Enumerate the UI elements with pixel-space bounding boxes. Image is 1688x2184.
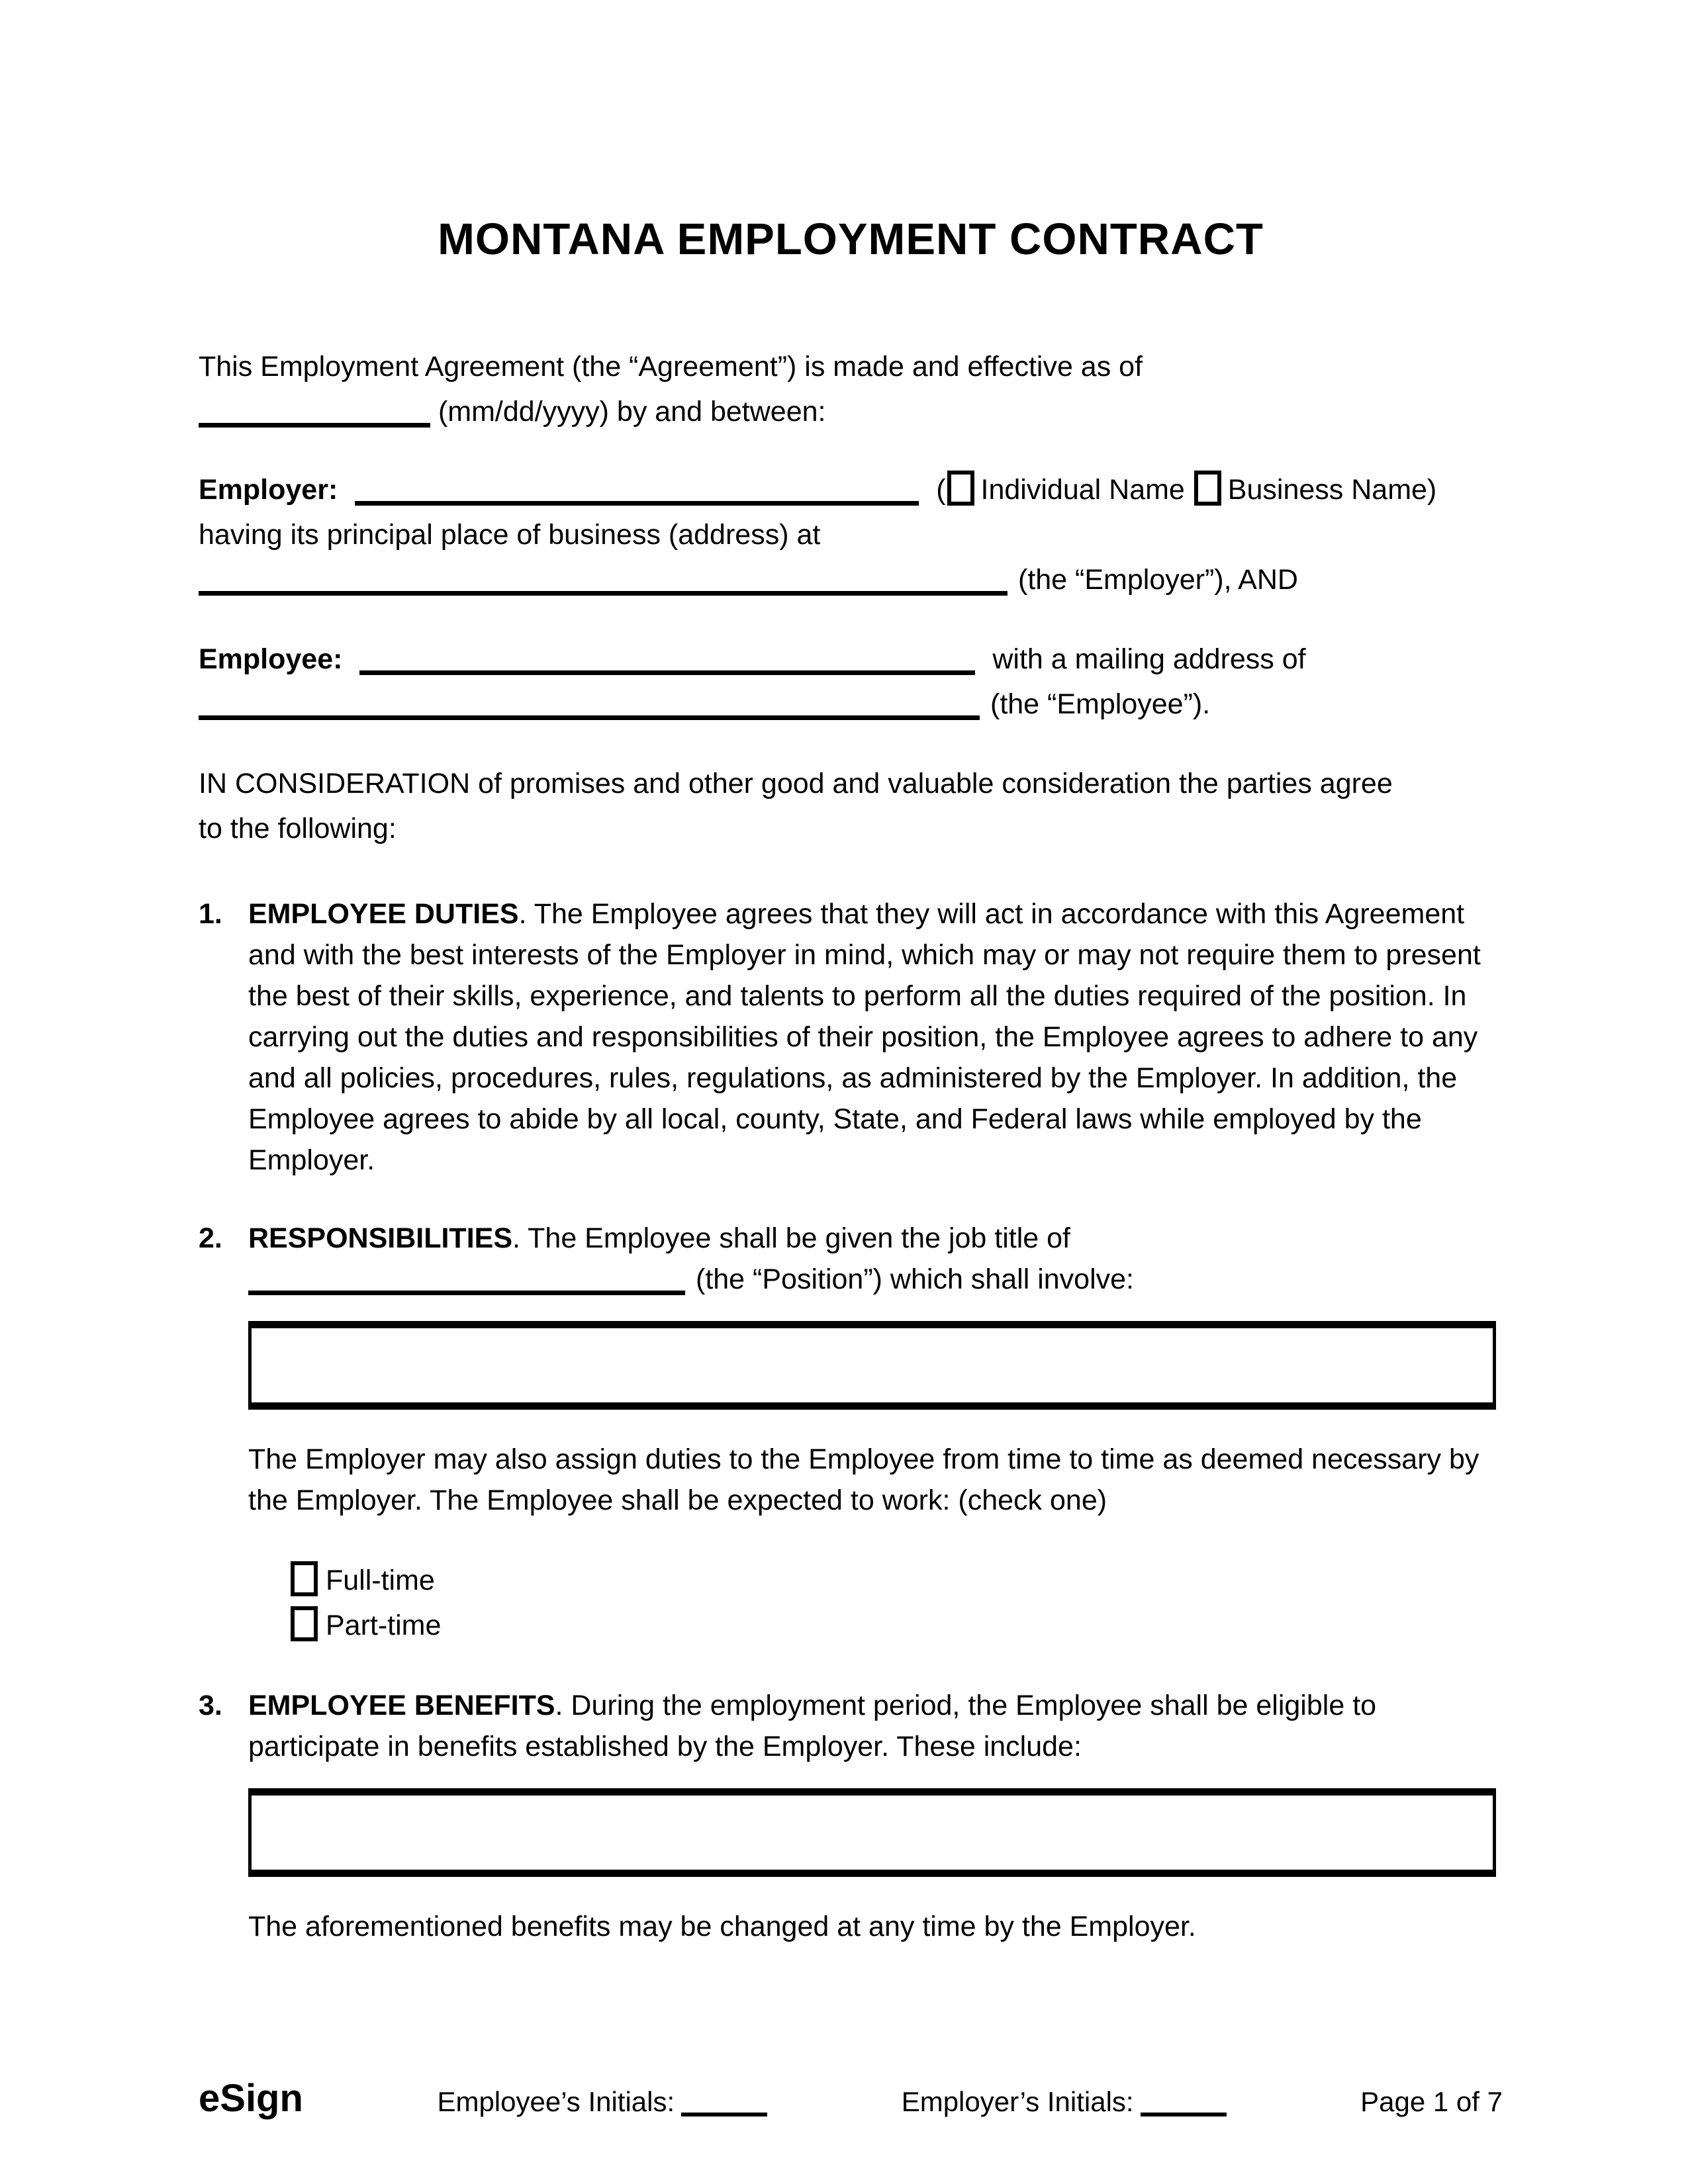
consideration-line1: IN CONSIDERATION of promises and other good and valuable consideration the parties agree	[199, 768, 1393, 799]
section-2-after-blank: (the “Position”) which shall involve:	[696, 1263, 1134, 1295]
section-responsibilities	[199, 1218, 1503, 1648]
intro-line2: (mm/dd/yyyy) by and between:	[438, 396, 826, 428]
employer-suffix: (the “Employer”), AND	[1018, 564, 1298, 596]
employee-mailing-text: with a mailing address of	[992, 643, 1306, 675]
intro-paragraph	[199, 344, 1503, 434]
parttime-checkbox[interactable]	[291, 1606, 318, 1641]
employer-initials-label: Employer’s Initials:	[901, 2086, 1134, 2117]
esign-logo: eSign	[199, 2077, 303, 2120]
employee-suffix: (the “Employee”).	[990, 688, 1211, 720]
section-employee-duties	[199, 893, 1503, 1181]
work-schedule-options	[291, 1558, 1503, 1648]
page-title: MONTANA EMPLOYMENT CONTRACT	[438, 214, 1264, 264]
section-2-body: . The Employee shall be given the job title of	[512, 1222, 1071, 1254]
employee-paragraph	[199, 637, 1503, 727]
effective-date-blank[interactable]	[199, 423, 430, 428]
employer-address-blank[interactable]	[199, 591, 1008, 596]
page-number: Page 1 of 7	[1360, 2086, 1503, 2117]
fulltime-option	[291, 1558, 1503, 1603]
employer-initials-cell	[902, 2086, 1227, 2118]
section-3-number: 3.	[199, 1690, 222, 1721]
section-2-number: 2.	[199, 1222, 222, 1254]
section-3-body: . During the employment period, the Employee shall be eligible to participate in benefits established by the Employer. These include:	[248, 1690, 1377, 1762]
consideration-paragraph	[199, 761, 1503, 851]
employer-address-intro: having its principal place of business (address) at	[199, 519, 821, 551]
employer-paren-open: (	[936, 474, 946, 506]
employee-name-blank[interactable]	[359, 670, 975, 675]
section-1-body: . The Employee agrees that they will act in accordance with this Agreement and with the best interests of the Employer in mind, which may or may not require them to present the best of their skills, experience, and talents to perform all the duties required of the position. In carrying out the duties and responsibilities of their position, the Employee agrees to adhere to any and all policies, procedures, rules, regulations, as administered by the Employer. In addition, the Employee agrees to abide by all local, county, State, and Federal laws while employed by the Employer.	[248, 898, 1481, 1176]
individual-name-checkbox[interactable]	[947, 471, 974, 506]
employee-initials-label: Employee’s Initials:	[437, 2086, 675, 2117]
benefits-input-box[interactable]	[248, 1788, 1496, 1877]
section-employee-benefits	[199, 1685, 1503, 1947]
section-1-heading: EMPLOYEE DUTIES	[248, 898, 519, 930]
employee-initials-cell	[437, 2086, 767, 2118]
employer-paragraph	[199, 467, 1503, 602]
intro-line1: This Employment Agreement (the “Agreement”) is made and effective as of	[199, 351, 1143, 383]
section-3-note: The aforementioned benefits may be changed at any time by the Employer.	[248, 1911, 1196, 1942]
section-2-note: The Employer may also assign duties to the Employee from time to time as deemed necessary by the Employer. The Employee shall be expected to work: (check one)	[248, 1443, 1479, 1516]
employer-initials-blank[interactable]	[1141, 2113, 1227, 2116]
fulltime-checkbox[interactable]	[291, 1561, 318, 1596]
parttime-option	[291, 1603, 1503, 1648]
section-1-number: 1.	[199, 898, 222, 930]
section-3-heading: EMPLOYEE BENEFITS	[248, 1690, 555, 1721]
employer-label: Employer:	[199, 474, 338, 506]
individual-name-label: Individual Name	[980, 474, 1185, 506]
consideration-line2: to the following:	[199, 813, 397, 844]
position-title-blank[interactable]	[248, 1291, 685, 1295]
employee-initials-blank[interactable]	[681, 2113, 767, 2116]
employee-label: Employee:	[199, 643, 343, 675]
business-name-label: Business Name)	[1227, 474, 1437, 506]
numbered-sections	[199, 893, 1503, 1947]
position-duties-input-box[interactable]	[248, 1321, 1496, 1410]
employee-address-blank[interactable]	[199, 715, 980, 720]
business-name-checkbox[interactable]	[1194, 471, 1221, 506]
employer-name-blank[interactable]	[355, 501, 919, 506]
page-footer	[199, 2076, 1503, 2120]
parttime-label: Part-time	[326, 1610, 442, 1641]
fulltime-label: Full-time	[326, 1565, 435, 1596]
section-2-heading: RESPONSIBILITIES	[248, 1222, 513, 1254]
